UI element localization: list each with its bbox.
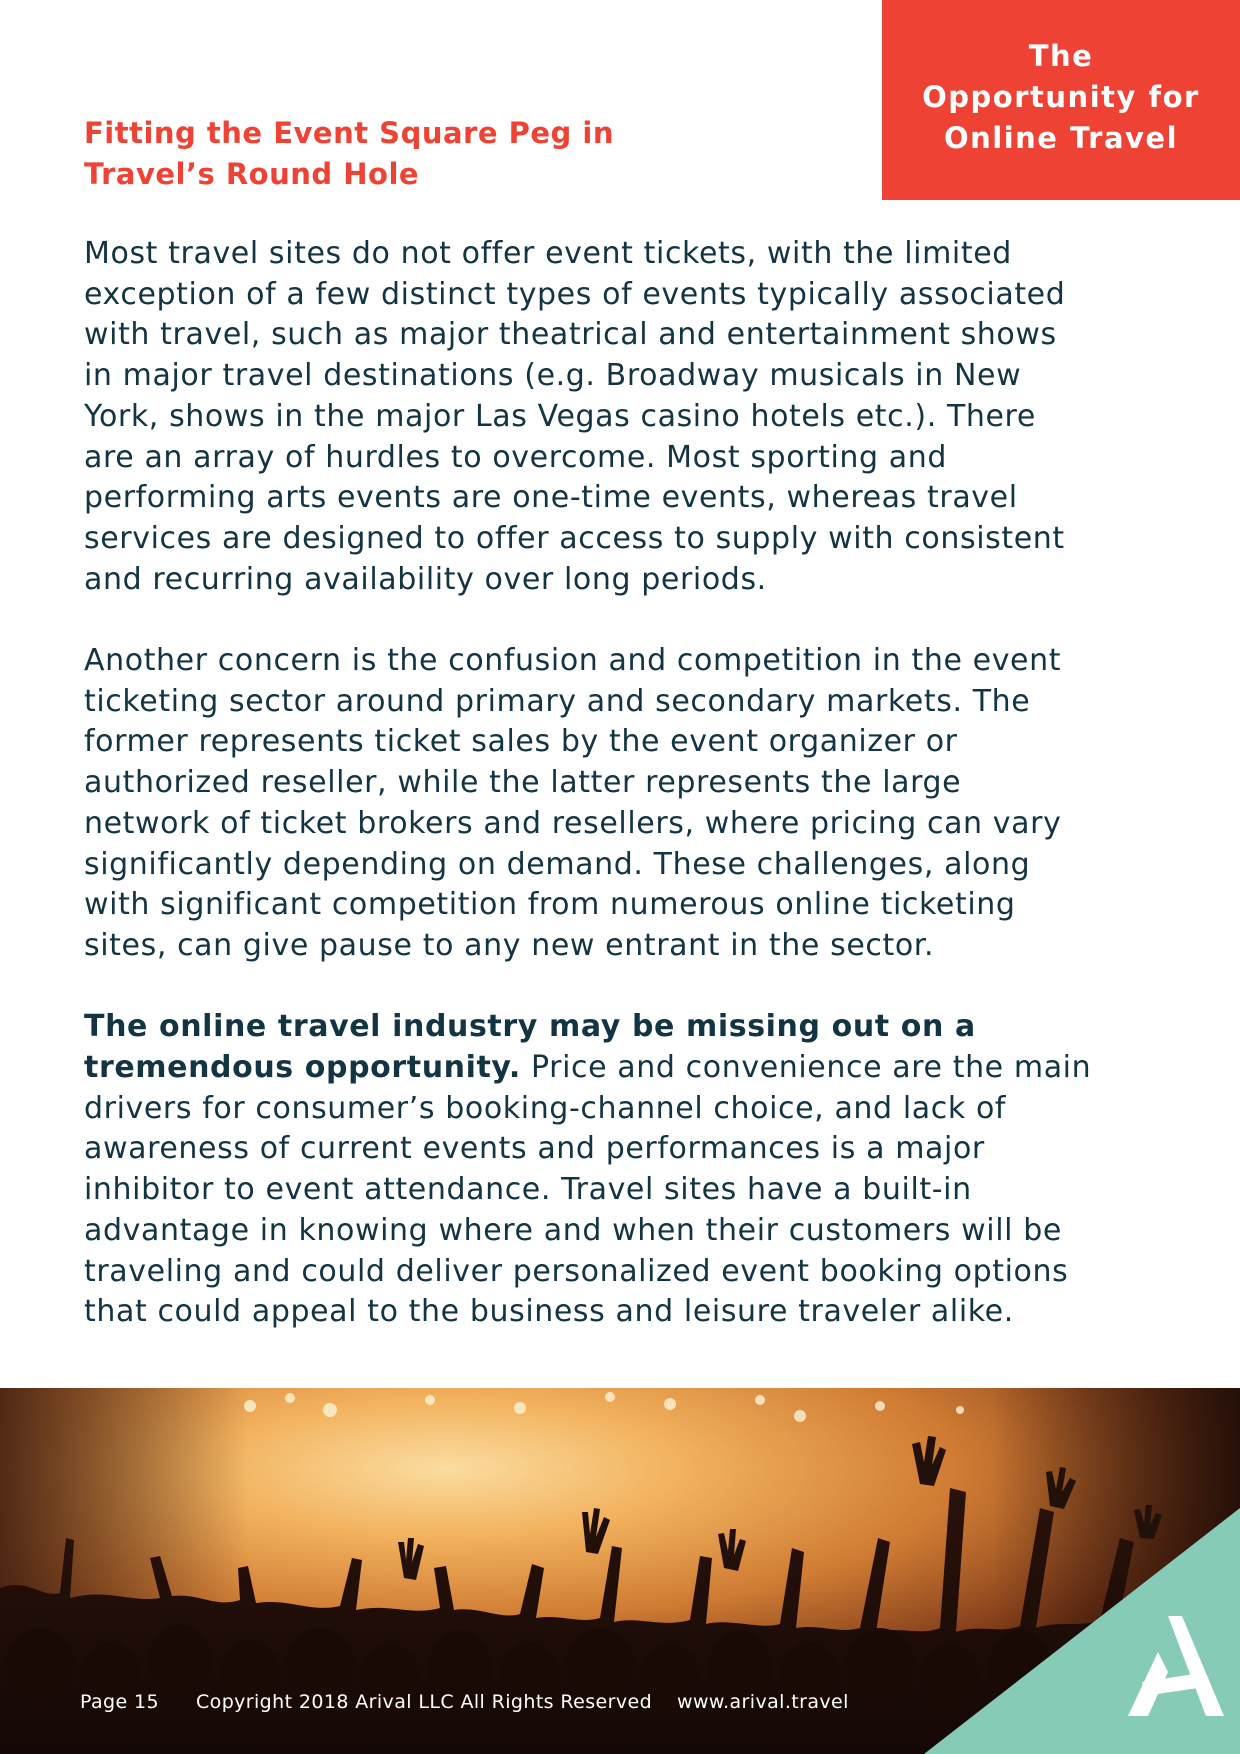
text-line: that could appeal to the business and leisure traveler alike.: [84, 1294, 1014, 1330]
section-tag-line: The: [1028, 39, 1094, 73]
text-line: services are designed to offer access to supply with consistent: [84, 520, 1065, 556]
text-line: exception of a few distinct types of events typically associated: [84, 276, 1066, 312]
paragraph-2: [84, 641, 1184, 967]
text-line: awareness of current events and performances is a major: [84, 1131, 985, 1167]
text-line: traveling and could deliver personalized event booking options: [84, 1253, 1069, 1289]
text-line: significantly depending on demand. These challenges, along: [84, 846, 1031, 882]
text-line: Another concern is the confusion and competition in the event: [84, 643, 1062, 679]
text-line: former represents ticket sales by the event organizer or: [84, 724, 958, 760]
website-link[interactable]: www.arival.travel: [677, 1691, 849, 1713]
text-run: Price and convenience are the main: [520, 1050, 1092, 1086]
text-line: Most travel sites do not offer event tickets, with the limited: [84, 236, 1012, 271]
text-line: and recurring availability over long periods.: [84, 561, 767, 597]
arival-logo-icon: [1124, 1616, 1224, 1720]
text-line: [84, 1048, 1184, 1089]
text-line: performing arts events are one-time events, whereas travel: [84, 480, 1018, 516]
text-line: in major travel destinations (e.g. Broadway musicals in New: [84, 358, 1022, 394]
page-heading: [84, 113, 844, 195]
lead-sentence: tremendous opportunity.: [84, 1050, 521, 1086]
text-line: authorized reseller, while the latter represents the large: [84, 765, 962, 801]
section-tag-line: Opportunity for: [922, 80, 1200, 114]
text-line: with travel, such as major theatrical and entertainment shows: [84, 317, 1057, 353]
copyright-notice: Copyright 2018 Arival LLC All Rights Reserved: [196, 1691, 653, 1713]
section-tag: [882, 0, 1240, 200]
heading-line: Fitting the Event Square Peg in: [84, 116, 614, 150]
text-line: network of ticket brokers and resellers, where pricing can vary: [84, 805, 1062, 841]
text-line: with significant competition from numerous online ticketing: [84, 887, 1016, 923]
text-line: inhibitor to event attendance. Travel sites have a built-in: [84, 1172, 972, 1208]
text-line: advantage in knowing where and when their customers will be: [84, 1212, 1062, 1248]
text-line: drivers for consumer’s booking-channel choice, and lack of: [84, 1090, 1007, 1126]
paragraph-1: [84, 234, 1184, 600]
lead-sentence: The online travel industry may be missing out on a: [84, 1009, 976, 1045]
text-line: are an array of hurdles to overcome. Most sporting and: [84, 439, 948, 475]
text-line: York, shows in the major Las Vegas casino hotels etc.). There: [84, 398, 1036, 434]
paragraph-3: [84, 1007, 1184, 1333]
text-line: sites, can give pause to any new entrant in the sector.: [84, 927, 935, 963]
section-tag-line: Online Travel: [943, 121, 1179, 155]
text-line: ticketing sector around primary and secondary markets. The: [84, 683, 1031, 719]
page-number: Page 15: [80, 1691, 160, 1713]
article-body: [84, 234, 1184, 1374]
heading-line: Travel’s Round Hole: [84, 157, 420, 191]
text-line: [84, 1007, 1184, 1048]
